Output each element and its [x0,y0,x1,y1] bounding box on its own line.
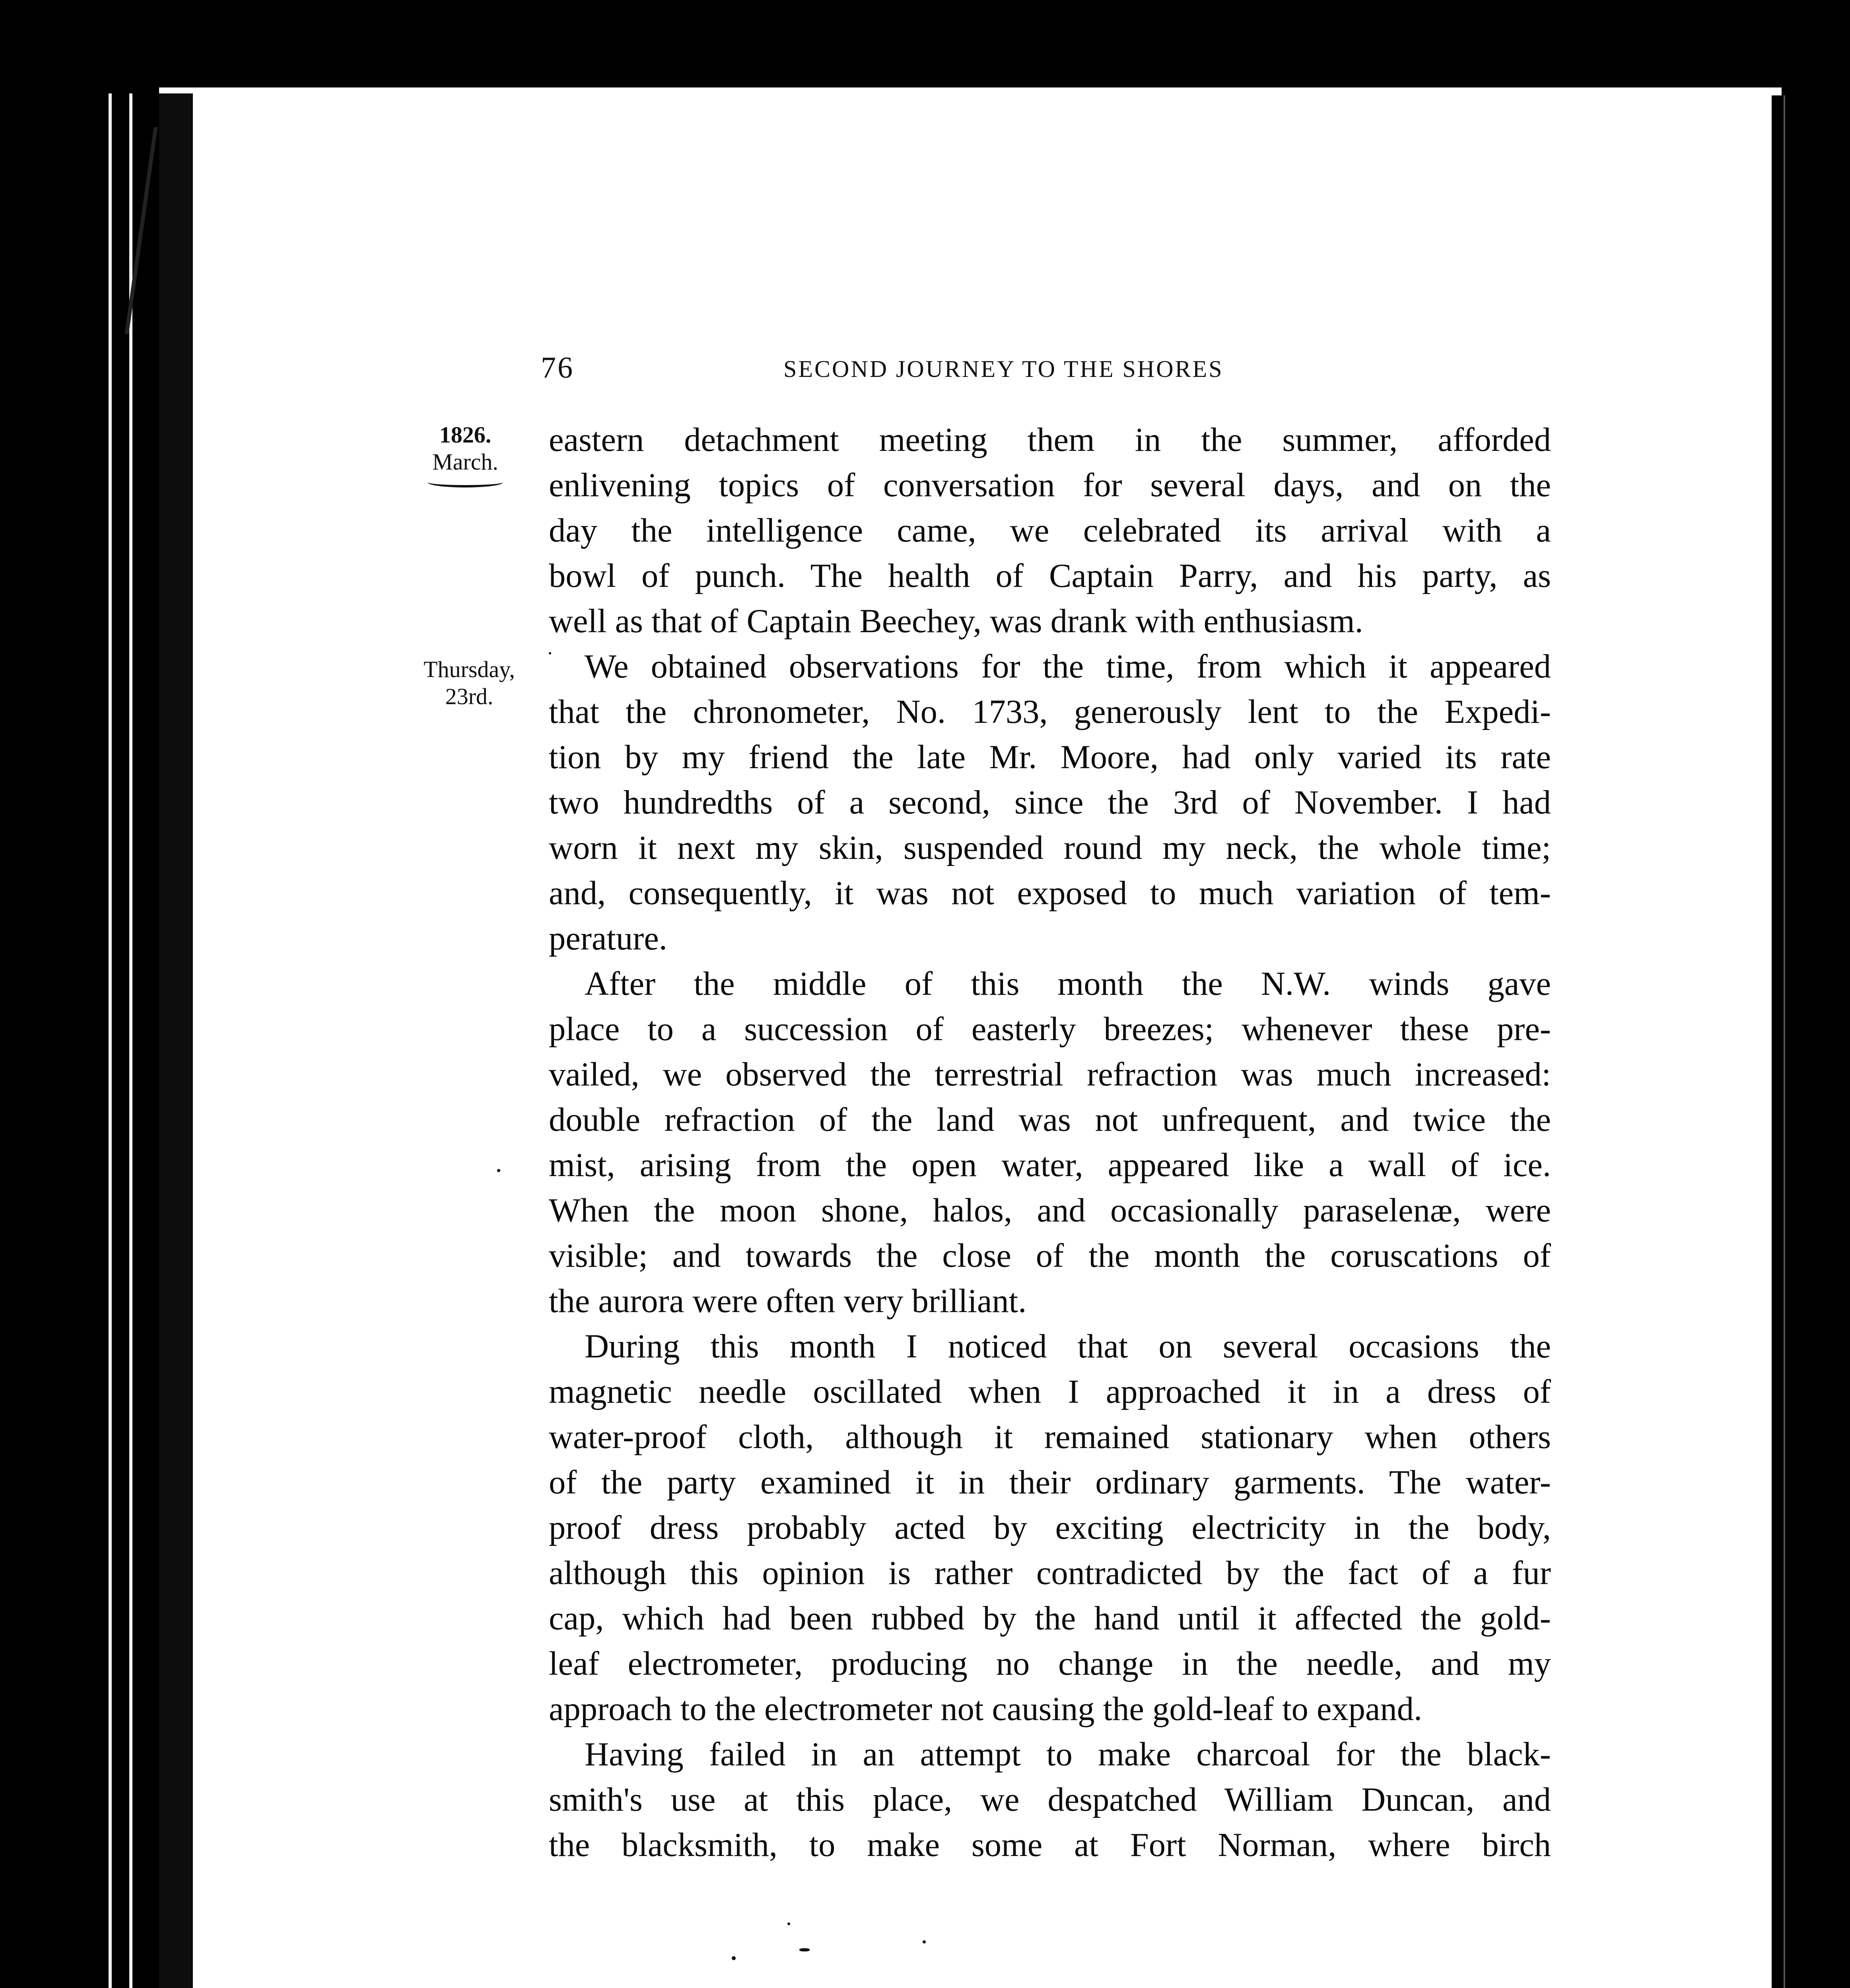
text-line: eastern detachment meeting them in the summer, afforded [549,421,1551,458]
margin-weekday: Thursday, [424,656,515,682]
text-line: leaf electrometer, producing no change in the needle, and my [549,1645,1551,1682]
text-line: Having failed in an attempt to make charcoal for the black- [585,1736,1551,1773]
ink-speck [787,1922,790,1925]
margin-year: 1826. [439,422,492,448]
text-line: During this month I noticed that on several occasions the [585,1328,1551,1365]
page-number: 76 [541,351,574,384]
text-line: tion by my friend the late Mr. Moore, had only varied its rate [549,739,1551,776]
text-line: perature. [549,920,667,957]
running-head [541,348,1320,396]
text-line: When the moon shone, halos, and occasionally paraselenæ, were [549,1192,1551,1229]
margin-note-date [406,421,525,487]
text-line: the aurora were often very brilliant. [549,1283,1027,1320]
text-line: vailed, we observed the terrestrial refraction was much increased: [549,1056,1551,1093]
text-line: place to a succession of easterly breezes; whenever these pre- [549,1011,1551,1048]
text-line: well as that of Captain Beechey, was drank with enthusiasm. [549,603,1363,640]
text-line: mist, arising from the open water, appeared like a wall of ice. [549,1147,1551,1184]
text-line: two hundredths of a second, since the 3rd of November. I had [549,784,1551,821]
running-title: SECOND JOURNEY TO THE SHORES [783,356,1224,382]
book-binding-edge [101,93,193,1988]
margin-day: 23rd. [445,683,494,709]
text-line: double refraction of the land was not unfrequent, and twice the [549,1101,1551,1138]
text-line: proof dress probably acted by exciting electricity in the body, [549,1509,1551,1546]
text-line: of the party examined it in their ordinary garments. The water- [549,1464,1551,1501]
text-line: bowl of punch. The health of Captain Parry, and his party, as [549,557,1551,594]
margin-brace [428,477,503,487]
text-line: After the middle of this month the N.W. winds gave [585,965,1551,1002]
ink-speck [799,1948,810,1951]
text-line: although this opinion is rather contradicted by the fact of a fur [549,1555,1551,1592]
text-line: approach to the electrometer not causing the gold-leaf to expand. [549,1691,1422,1728]
text-line: We obtained observations for the time, from which it appeared [585,648,1551,685]
margin-note-day [410,656,529,710]
text-line: the blacksmith, to make some at Fort Norman, where birch [549,1827,1551,1864]
ink-speck [732,1956,736,1960]
body-text [549,417,1551,1868]
text-line: smith's use at this place, we despatched William Duncan, and [549,1781,1551,1818]
text-line: magnetic needle oscillated when I approached it in a dress of [549,1373,1551,1410]
page-right-edge [1772,95,1799,1988]
ink-speck [549,652,551,654]
margin-month: March. [432,449,498,475]
text-line: that the chronometer, No. 1733, generously lent to the Expedi- [549,693,1551,730]
text-line: enlivening topics of conversation for several days, and on the [549,467,1551,504]
text-line: visible; and towards the close of the month the coruscations of [549,1237,1551,1274]
text-line: cap, which had been rubbed by the hand until it affected the gold- [549,1600,1551,1637]
text-line: water-proof cloth, although it remained stationary when others [549,1419,1551,1456]
text-line: worn it next my skin, suspended round my neck, the whole time; [549,829,1551,866]
text-line: and, consequently, it was not exposed to much variation of tem- [549,875,1551,912]
text-line: day the intelligence came, we celebrated its arrival with a [549,512,1551,549]
ink-speck [497,1169,500,1172]
ink-speck [923,1940,926,1943]
